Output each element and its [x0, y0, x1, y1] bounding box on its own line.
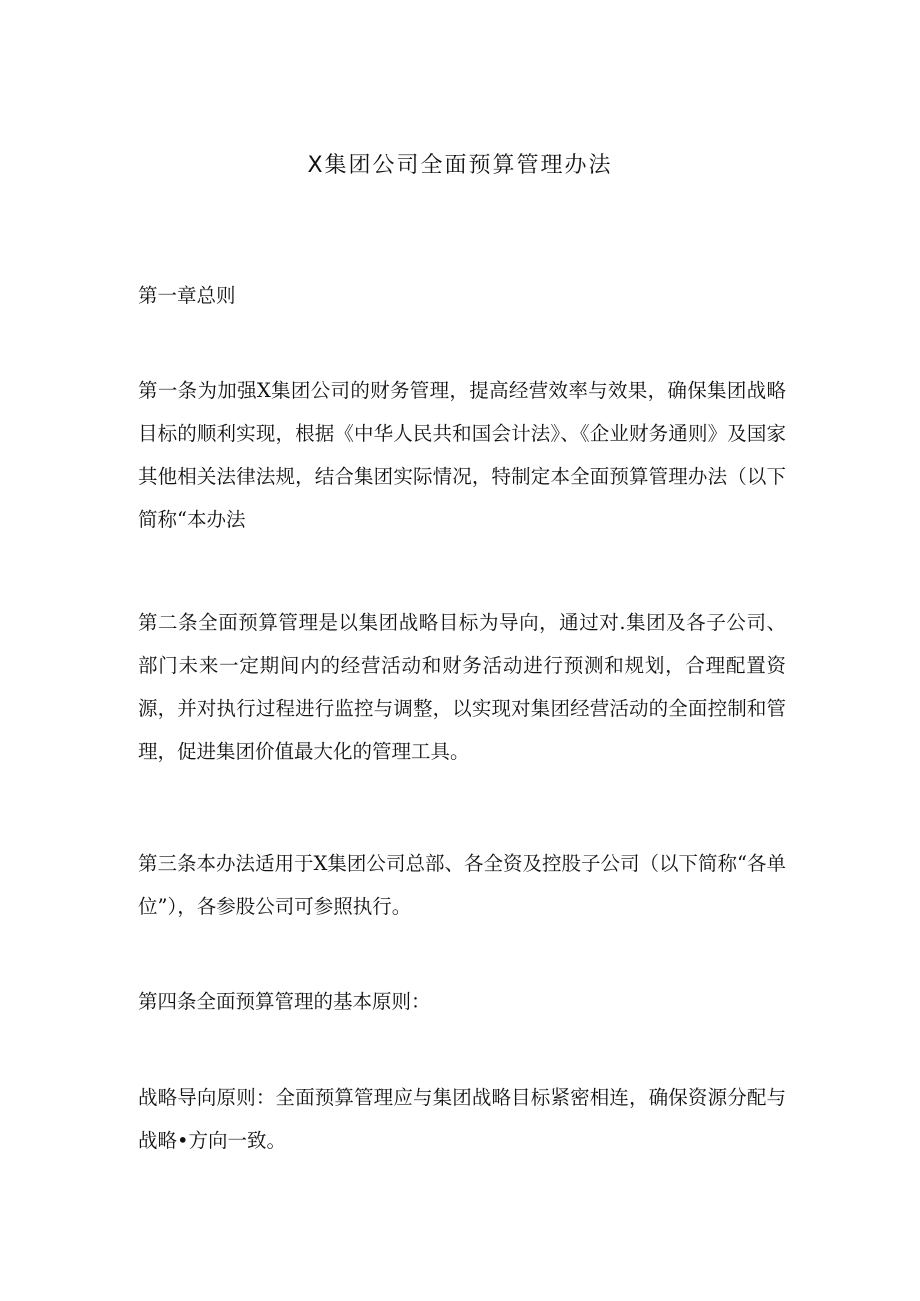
article-3-paragraph: 第三条本办法适用于X集团公司总部、各全资及控股子公司（以下简称“各单位”），各参股公司可参照执行。 — [138, 852, 786, 918]
article-2-paragraph: 第二条全面预算管理是以集团战略目标为导向，通过对.集团及各子公司、部门未来一定期间内的经营活动和财务活动进行预测和规划，合理配置资源，并对执行过程进行监控与调整，以实现对集团经营活动的全面控制和管理，促进集团价值最大化的管理工具。 — [138, 611, 786, 763]
article-1-paragraph: 第一条为加强X集团公司的财务管理，提高经营效率与效果，确保集团战略目标的顺利实现，根据《中华人民共和国会计法》、《企业财务通则》及国家其他相关法律法规，结合集团实际情况，特制定本全面预算管理办法（以下简称“本办法 — [138, 379, 786, 531]
article-4-paragraph: 第四条全面预算管理的基本原则： — [138, 990, 431, 1013]
document-title: X集团公司全面预算管理办法 — [307, 153, 613, 178]
chapter-heading: 第一章总则 — [138, 284, 236, 307]
principle-paragraph: 战略导向原则：全面预算管理应与集团战略目标紧密相连，确保资源分配与战略•方向一致。 — [138, 1086, 786, 1152]
